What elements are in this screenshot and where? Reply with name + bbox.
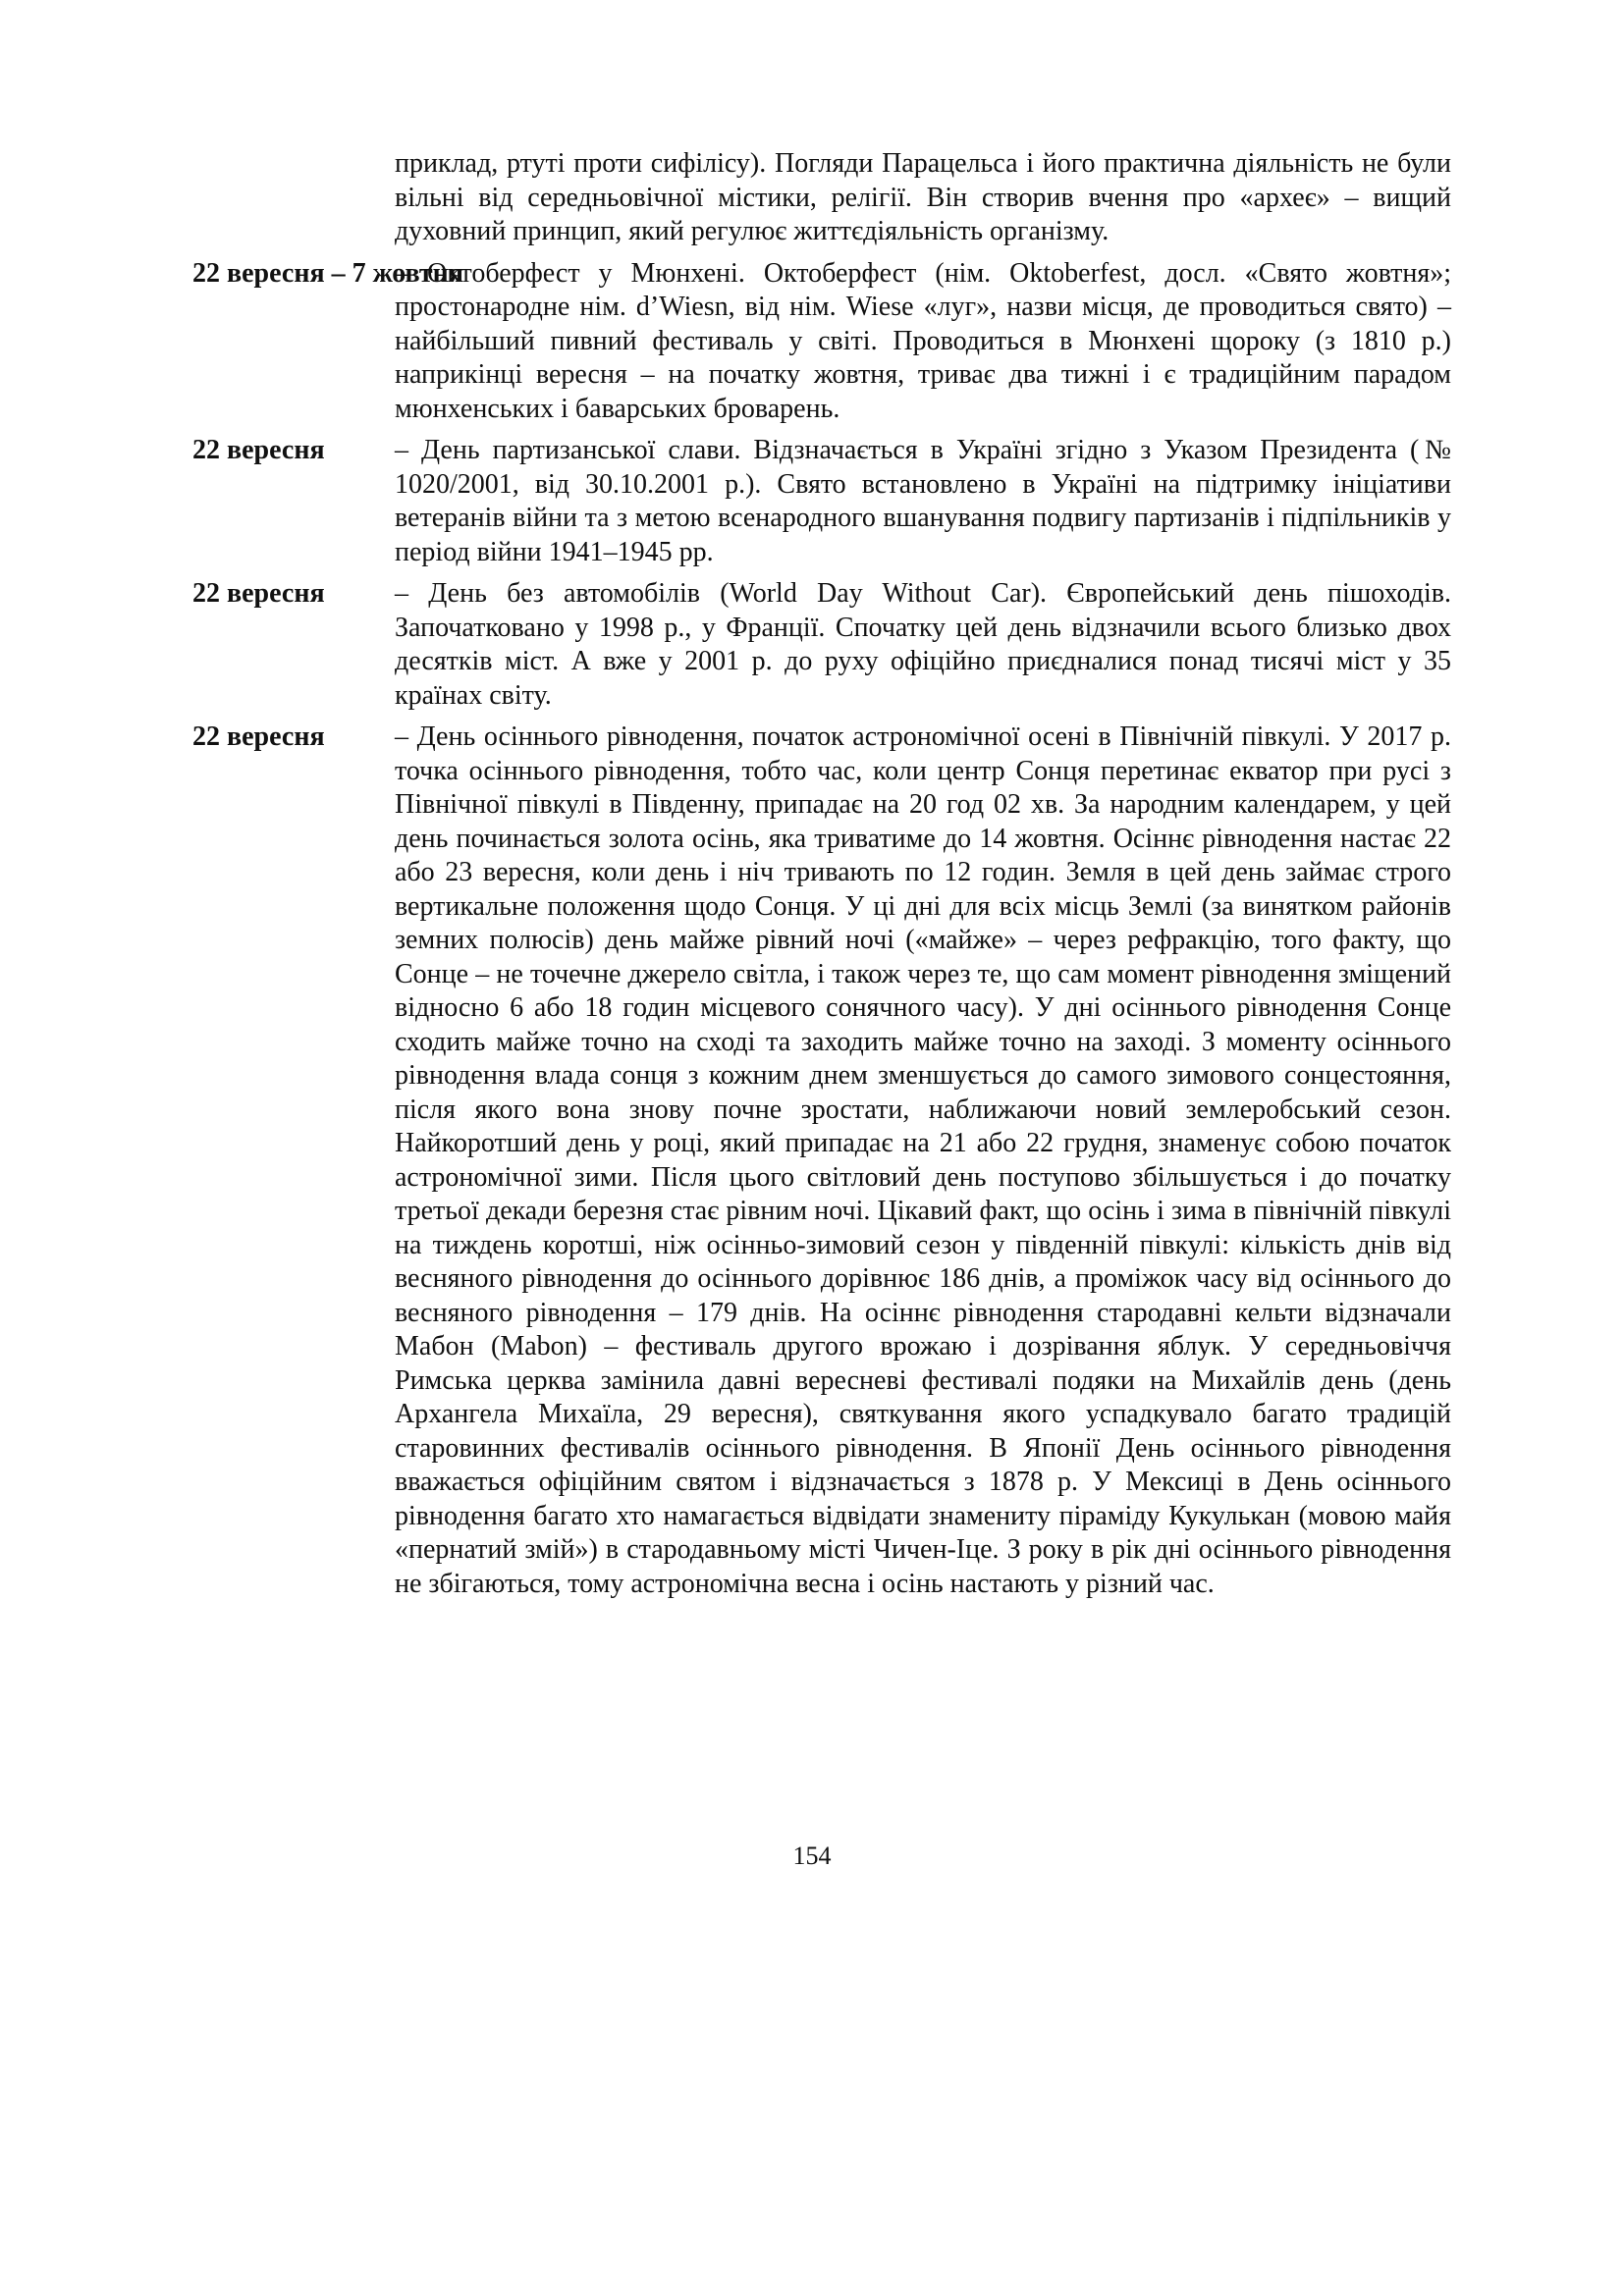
entry-text: – День партизанської слави. Відзначається в Україні згідно з Указом Президента (№ 1020/2001, від 30.10.2001 р.). Свято встановлено в Україні на підтримку ініціативи ветеранів війни та з метою всенародного вшанування подвигу партизанів і підпільників у період війни 1941–1945 рр. bbox=[395, 435, 1451, 567]
continuation-paragraph: приклад, ртуті проти сифілісу). Погляди Парацельса і його практична діяльність не були вільні від середньовічної містики, релігії. Він створив вчення про «археє» – вищий духовний принцип, який регулює життєдіяльність організму. bbox=[395, 148, 1451, 246]
calendar-entry-partisan-day bbox=[192, 434, 1451, 569]
entry-date: 22 вересня – 7 жовтня bbox=[192, 257, 463, 289]
calendar-entry-oktoberfest bbox=[192, 257, 1451, 427]
entry-date: 22 вересня bbox=[192, 578, 325, 609]
calendar-entry-autumn-equinox bbox=[192, 721, 1451, 1601]
entry-text: – Октоберфест у Мюнхені. Октоберфест (нім. Oktoberfest, досл. «Свято жовтня»; простонародне нім. d’Wiesn, від нім. Wiese «луг», назви місця, де проводиться свято) – найбільший пивний фестиваль у світі. Проводиться в Мюнхені щороку (з 1810 р.) наприкінці вересня – на початку жовтня, триває два тижні і є традиційним парадом мюнхенських і баварських броварень. bbox=[395, 257, 1451, 424]
entry-date: 22 вересня bbox=[192, 721, 325, 752]
calendar-entry-car-free-day bbox=[192, 577, 1451, 713]
entry-text: – День осіннього рівнодення, початок астрономічної осені в Північній півкулі. У 2017 р. точка осіннього рівнодення, тобто час, коли центр Сонця перетинає екватор при русі з Північної півкулі в Південну, припадає на 20 год 02 хв. За народним календарем, у цей день починається золота осінь, яка триватиме до 14 жовтня. Осіннє рівнодення настає 22 або 23 вересня, коли день і ніч тривають по 12 годин. Земля в цей день займає строго вертикальне положення щодо Сонця. У ці дні для всіх місць Землі (за винятком районів земних полюсів) день майже рівний ночі («майже» – через рефракцію, того факту, що Сонце – не точечне джерело світла, і також через те, що сам момент рівнодення зміщений відносно 6 або 18 годин місцевого сонячного часу). У дні осіннього рівнодення Сонце сходить майже точно на сході та заходить майже точно на заході. З моменту осіннього рівнодення влада сонця з кожним днем зменшується до самого зимового сонцестояння, після якого вона знову почне зростати, наближаючи новий землеробський сезон. Найкоротший день у році, який припадає на 21 або 22 грудня, знаменує собою початок астрономічної зими. Після цього світловий день поступово збільшується і до початку третьої декади березня стає рівним ночі. Цікавий факт, що осінь і зима в північній півкулі на тиждень коротші, ніж осінньо-зимовий сезон у південній півкулі: кількість днів від весняного рівнодення до осіннього дорівнює 186 днів, а проміжок часу від осіннього до весняного рівнодення – 179 днів. На осіннє рівнодення стародавні кельти відзначали Мабон (Mabon) – фестиваль другого врожаю і дозрівання яблук. У середньовіччя Римська церква замінила давні вересневі фестивалі подяки на Михайлів день (день Архангела Михаїла, 29 вересня), святкування якого успадкувало багато традицій старовинних фестивалів осіннього рівнодення. В Японії День осіннього рівнодення вважається офіційним святом і відзначається з 1878 р. У Мексиці в День осіннього рівнодення багато хто намагається відвідати знамениту піраміду Кукулькан (мовою майя «пернатий змій») в стародавньому місті Чичен-Іце. З року в рік дні осіннього рівнодення не збігаються, тому астрономічна весна і осінь настають у різний час. bbox=[395, 721, 1451, 1599]
entry-text: – День без автомобілів (World Day Without Car). Європейський день пішоходів. Започатковано у 1998 р., у Франції. Спочатку цей день відзначили всього близько двох десятків міст. А вже у 2001 р. до руху офіційно приєдналися понад тисячі міст у 35 країнах світу. bbox=[395, 578, 1451, 711]
page-number: 154 bbox=[792, 1842, 832, 1870]
entry-date: 22 вересня bbox=[192, 435, 325, 465]
document-page bbox=[192, 147, 1451, 1609]
